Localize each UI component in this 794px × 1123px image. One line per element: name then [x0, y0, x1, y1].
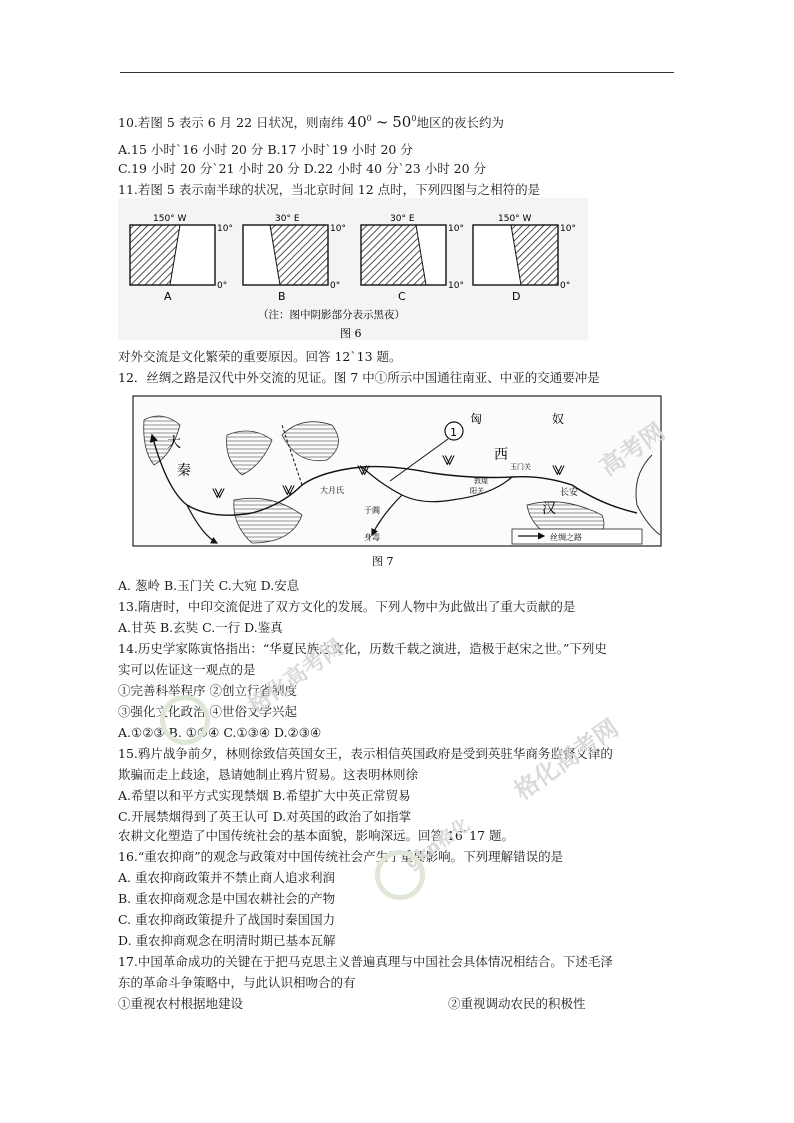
- q16-option-b: B. 重农抑商观念是中国农耕社会的产物: [118, 891, 336, 906]
- label-xi: 西: [494, 447, 508, 463]
- q16-stem: 16.“重农抑商”的观念与政策对中国传统社会产生了重要影响。下列理解错误的是: [118, 849, 564, 864]
- label-dunhuang: 敦煌: [474, 477, 488, 485]
- intro-12-13: 对外交流是文化繁荣的重要原因。回答 12`13 题。: [118, 349, 402, 364]
- q17-stem-2: 东的革命斗争策略中，与此认识相吻合的有: [118, 975, 356, 990]
- svg-text:0°: 0°: [217, 281, 228, 291]
- figure6-note: （注：图中阴影部分表示黑夜）: [258, 309, 405, 321]
- svg-text:0°: 0°: [330, 281, 341, 291]
- svg-text:10°: 10°: [330, 224, 346, 234]
- panel-a-letter: A: [164, 290, 172, 303]
- q12-options: A. 葱岭 B.玉门关 C.大宛 D.安息: [118, 578, 300, 593]
- figure7-caption: 图 7: [372, 555, 394, 568]
- svg-text:⨈: ⨈: [442, 454, 455, 469]
- q13-options: A.甘英 B.玄奘 C.一行 D.鉴真: [118, 620, 283, 635]
- watermark-gehua-1: 格化高考网: [243, 635, 349, 719]
- svg-text:⨈: ⨈: [357, 464, 370, 479]
- q14-item-12: ①完善科举程序 ②创立行省制度: [118, 683, 297, 698]
- q10-lat-a: 40: [347, 113, 367, 131]
- svg-text:10°: 10°: [448, 281, 464, 291]
- panel-a-lon: 150° W: [153, 214, 187, 224]
- marker-circled-1: 1: [450, 426, 457, 439]
- label-changan: 长安: [560, 488, 579, 498]
- legend-silk-road: 丝绸之路: [550, 533, 582, 542]
- watermark-gaokaowang: 高考网: [594, 417, 670, 482]
- svg-text:10°: 10°: [217, 224, 233, 234]
- q16-option-d: D. 重农抑商观念在明清时期已基本瓦解: [118, 933, 336, 948]
- figure-6: [118, 198, 588, 340]
- q10-options-ab: A.15 小时`16 小时 20 分 B.17 小时`19 小时 20 分: [118, 142, 413, 157]
- svg-text:10°: 10°: [560, 224, 576, 234]
- panel-d-lon: 150° W: [498, 214, 532, 224]
- svg-text:⨈: ⨈: [552, 464, 565, 479]
- label-dayuezhi: 大月氏: [320, 486, 344, 495]
- watermark-gehua-2: 格化高考网: [509, 713, 624, 806]
- figure-7-map: [132, 395, 662, 570]
- q14-item-34: ③强化文化政治 ④世俗文学兴起: [118, 704, 297, 719]
- label-daqin-1: 大: [167, 435, 181, 451]
- panel-d-letter: D: [512, 290, 521, 303]
- q17-item-1: ①重视农村根据地建设: [118, 996, 244, 1011]
- watermark-logo-2: [375, 850, 425, 900]
- watermark-gkn: gkn格化: [401, 814, 474, 874]
- intro-16-17: 农耕文化塑造了中国传统社会的基本面貌，影响深远。回答 16`17 题。: [118, 828, 515, 843]
- label-xiongnu-2: 奴: [552, 412, 565, 426]
- q14-stem-1: 14.历史学家陈寅恪指出：“华夏民族之文化，历数千载之演进，造极于赵宋之世。”下列史: [118, 641, 607, 656]
- q10-lat-b: 50: [392, 113, 412, 131]
- panel-b-lon: 30° E: [275, 214, 300, 224]
- watermark-logo-1: [160, 695, 210, 745]
- q13-stem: 13.隋唐时，中印交流促进了双方文化的发展。下列人物中为此做出了重大贡献的是: [118, 599, 576, 614]
- q12-stem: 12．丝绸之路是汉代中外交流的见证。图 7 中①所示中国通往南亚、中亚的交通要冲是: [118, 370, 600, 385]
- header-rule: [120, 72, 674, 73]
- label-yumenguan: 玉门关: [510, 463, 531, 471]
- label-yangguan: 阳关: [470, 487, 484, 495]
- q10-stem: 10.若图 5 表示 6 月 22 日状况，则南纬 $40^0$ ~ $50^0$地区的夜长约为: [118, 113, 504, 131]
- q17-stem-1: 17.中国革命成功的关键在于把马克思主义普遍真理与中国社会具体情况相结合。下述毛泽: [118, 954, 613, 969]
- q15-options-cd: C.开展禁烟得到了英王认可 D.对英国的政治了如指掌: [118, 809, 412, 824]
- figure6-caption: 图 6: [340, 327, 362, 340]
- label-han: 汉: [542, 501, 556, 517]
- q15-stem-2: 欺骗而走上歧途，恳请她制止鸦片贸易。这表明林则徐: [118, 767, 419, 782]
- svg-text:0°: 0°: [560, 281, 571, 291]
- panel-c-lon: 30° E: [390, 214, 415, 224]
- svg-text:⨈: ⨈: [282, 484, 295, 499]
- label-xiongnu-1: 匈: [470, 412, 483, 426]
- label-daqin-2: 秦: [177, 463, 191, 479]
- svg-text:10°: 10°: [448, 224, 464, 234]
- q11-stem: 11.若图 5 表示南半球的状况，当北京时间 12 点时，下列四图与之相符的是: [118, 182, 541, 197]
- q14-options: A.①②③ B. ①②④ C.①③④ D.②③④: [118, 725, 322, 740]
- q10-options-cd: C.19 小时 20 分`21 小时 20 分 D.22 小时 40 分`23 小时 20 分: [118, 161, 487, 176]
- label-shendu: 身毒: [364, 533, 380, 542]
- panel-c-letter: C: [398, 290, 406, 303]
- q15-options-ab: A.希望以和平方式实现禁烟 B.希望扩大中英正常贸易: [118, 788, 411, 803]
- svg-text:⨈: ⨈: [212, 487, 225, 502]
- panel-b-letter: B: [278, 290, 286, 303]
- q15-stem-1: 15.鸦片战争前夕，林则徐致信英国女王，表示相信英国政府是受到英驻华商务监督义律的: [118, 746, 613, 761]
- q17-item-2: ②重视调动农民的积极性: [448, 996, 586, 1011]
- q16-option-a: A. 重农抑商政策并不禁止商人追求利润: [118, 870, 335, 885]
- q14-stem-2: 实可以佐证这一观点的是: [118, 662, 256, 677]
- label-yutian: 于阗: [364, 506, 380, 515]
- q16-option-c: C. 重农抑商政策提升了战国时秦国国力: [118, 912, 336, 927]
